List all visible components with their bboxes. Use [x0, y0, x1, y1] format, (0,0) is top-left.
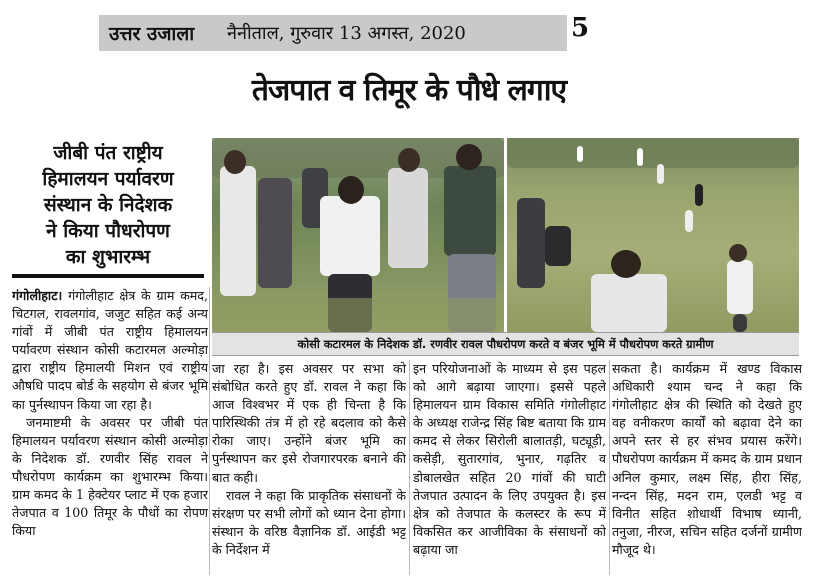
subhead-line: का शुभारम्भ	[65, 246, 151, 268]
article-paragraph	[12, 287, 208, 414]
article-paragraph: रावल ने कहा कि प्राकृतिक संसाधनों के संरक्षण पर सभी लोगों को ध्यान देना होगा। संस्थान के वरिष्ठ वैज्ञानिक डॉ. आईडी भट्ट के निर्देशन में	[212, 487, 406, 557]
article-column-2	[212, 360, 406, 579]
photo-villagers-planting	[507, 138, 799, 332]
subhead-line: हिमालयन पर्यावरण	[42, 168, 174, 190]
subheadline	[12, 140, 204, 270]
column-divider	[409, 360, 410, 575]
column-divider	[209, 287, 210, 575]
article-dateline: गंगोलीहाट।	[12, 288, 63, 303]
article-column-3	[413, 360, 606, 579]
article-paragraph: इन परियोजनाओं के माध्यम से इस पहल को आगे बढ़ाया जाएगा। इससे पहले हिमालयन ग्राम विकास समिति गंगोलीहाट के अध्यक्ष राजेन्द्र सिंह बिष्ट बताया कि ग्राम कमद से लेकर सिरोली बालातड़ी, घट्यूड़ी, कसेड़ी, सुतारगांव, भुनार, गढ़तिर व डोबालखेत सहित 20 गांवों की घाटी तेजपात उत्पादन के लिए उपयुक्त है। इस क्षेत्र को तेजपात के कलस्टर के रूप में विकसित कर आजीविका के संसाधनों को बढ़ाया जा	[413, 361, 606, 557]
subhead-line: ने किया पौधरोपण	[46, 220, 170, 242]
subhead-line: जीबी पंत राष्ट्रीय	[53, 142, 163, 164]
article-text: गंगोलीहाट क्षेत्र के ग्राम कमद, चिटगल, रावलगांव, जजुट सहित कई अन्य गांवों में जीबी पंत राष्ट्रीय हिमालयन पर्यावरण संस्थान कोसी कटारमल अल्मोड़ा द्वारा राष्ट्रीय हिमालयी मिशन एवं राष्ट्रीय औषधि पादप बोर्ड के सहयोग से बंजर भूमि का पुर्नस्थापन किया जा रहा है।	[12, 288, 208, 412]
page-number: 5	[571, 13, 590, 43]
masthead-brand: उत्तर उजाला	[109, 23, 195, 45]
column-divider	[609, 360, 610, 575]
article-paragraph: सकता है। कार्यक्रम में खण्ड विकास अधिकारी श्याम चन्द ने कहा कि गंगोलीहाट क्षेत्र की स्थिति को देखते हुए वह वनीकरण कार्यों को बढ़ावा देने का अपने स्तर से हर संभव प्रयास करेंगे। पौधरोपण कार्यक्रम में कमद के ग्राम प्रधान अनिल कुमार, लक्ष्म सिंह, हीरा सिंह, नन्दन सिंह, मदन राम, एलडी भट्ट व विनीत सहित शोधार्थी विभाष ध्यानी, तनुजा, नीरज, सचिन सहित दर्जनों ग्रामीण मौजूद थे।	[612, 361, 802, 557]
subhead-line: संस्थान के निदेशक	[43, 194, 173, 216]
subhead-rule	[12, 274, 204, 278]
article-column-1	[12, 287, 208, 579]
masthead-dateline: नैनीताल, गुरुवार 13 अगस्त, 2020	[227, 23, 466, 44]
photo-director-planting	[212, 138, 504, 332]
article-column-4	[612, 360, 802, 579]
page-headline: तेजपात व तिमूर के पौधे लगाए	[251, 73, 567, 108]
article-paragraph: जा रहा है। इस अवसर पर सभा को संबोधित करते हुए डॉ. रावल ने कहा कि आज विश्वभर में एक ही चिन्ता है कि पारिस्थिकी तंत्र में हो रहे बदलाव को कैसे रोका जाए। उन्होंने बंजर भूमि का पुर्नस्थापन कर इसे रोजगारपरक बनाने की बात कही।	[212, 361, 406, 485]
masthead-bar	[99, 15, 567, 51]
article-paragraph: जनमाष्टमी के अवसर पर जीबी पंत हिमालयन पर्यावरण संस्थान कोसी अल्मोड़ा के निदेशक डॉ. रणवीर सिंह रावल ने पौधरोपण कार्यक्रम का शुभारम्भ किया। ग्राम कमद के 1 हेक्टेयर प्लाट में एक हजार तेजपात व 100 तिमूर के पौधों का रोपण किया	[12, 414, 208, 539]
photo-caption: कोसी कटारमल के निदेशक डॉ. रणवीर रावल पौधरोपण करते व बंजर भूमि में पौधरोपण करते ग्रामीण	[212, 332, 799, 356]
